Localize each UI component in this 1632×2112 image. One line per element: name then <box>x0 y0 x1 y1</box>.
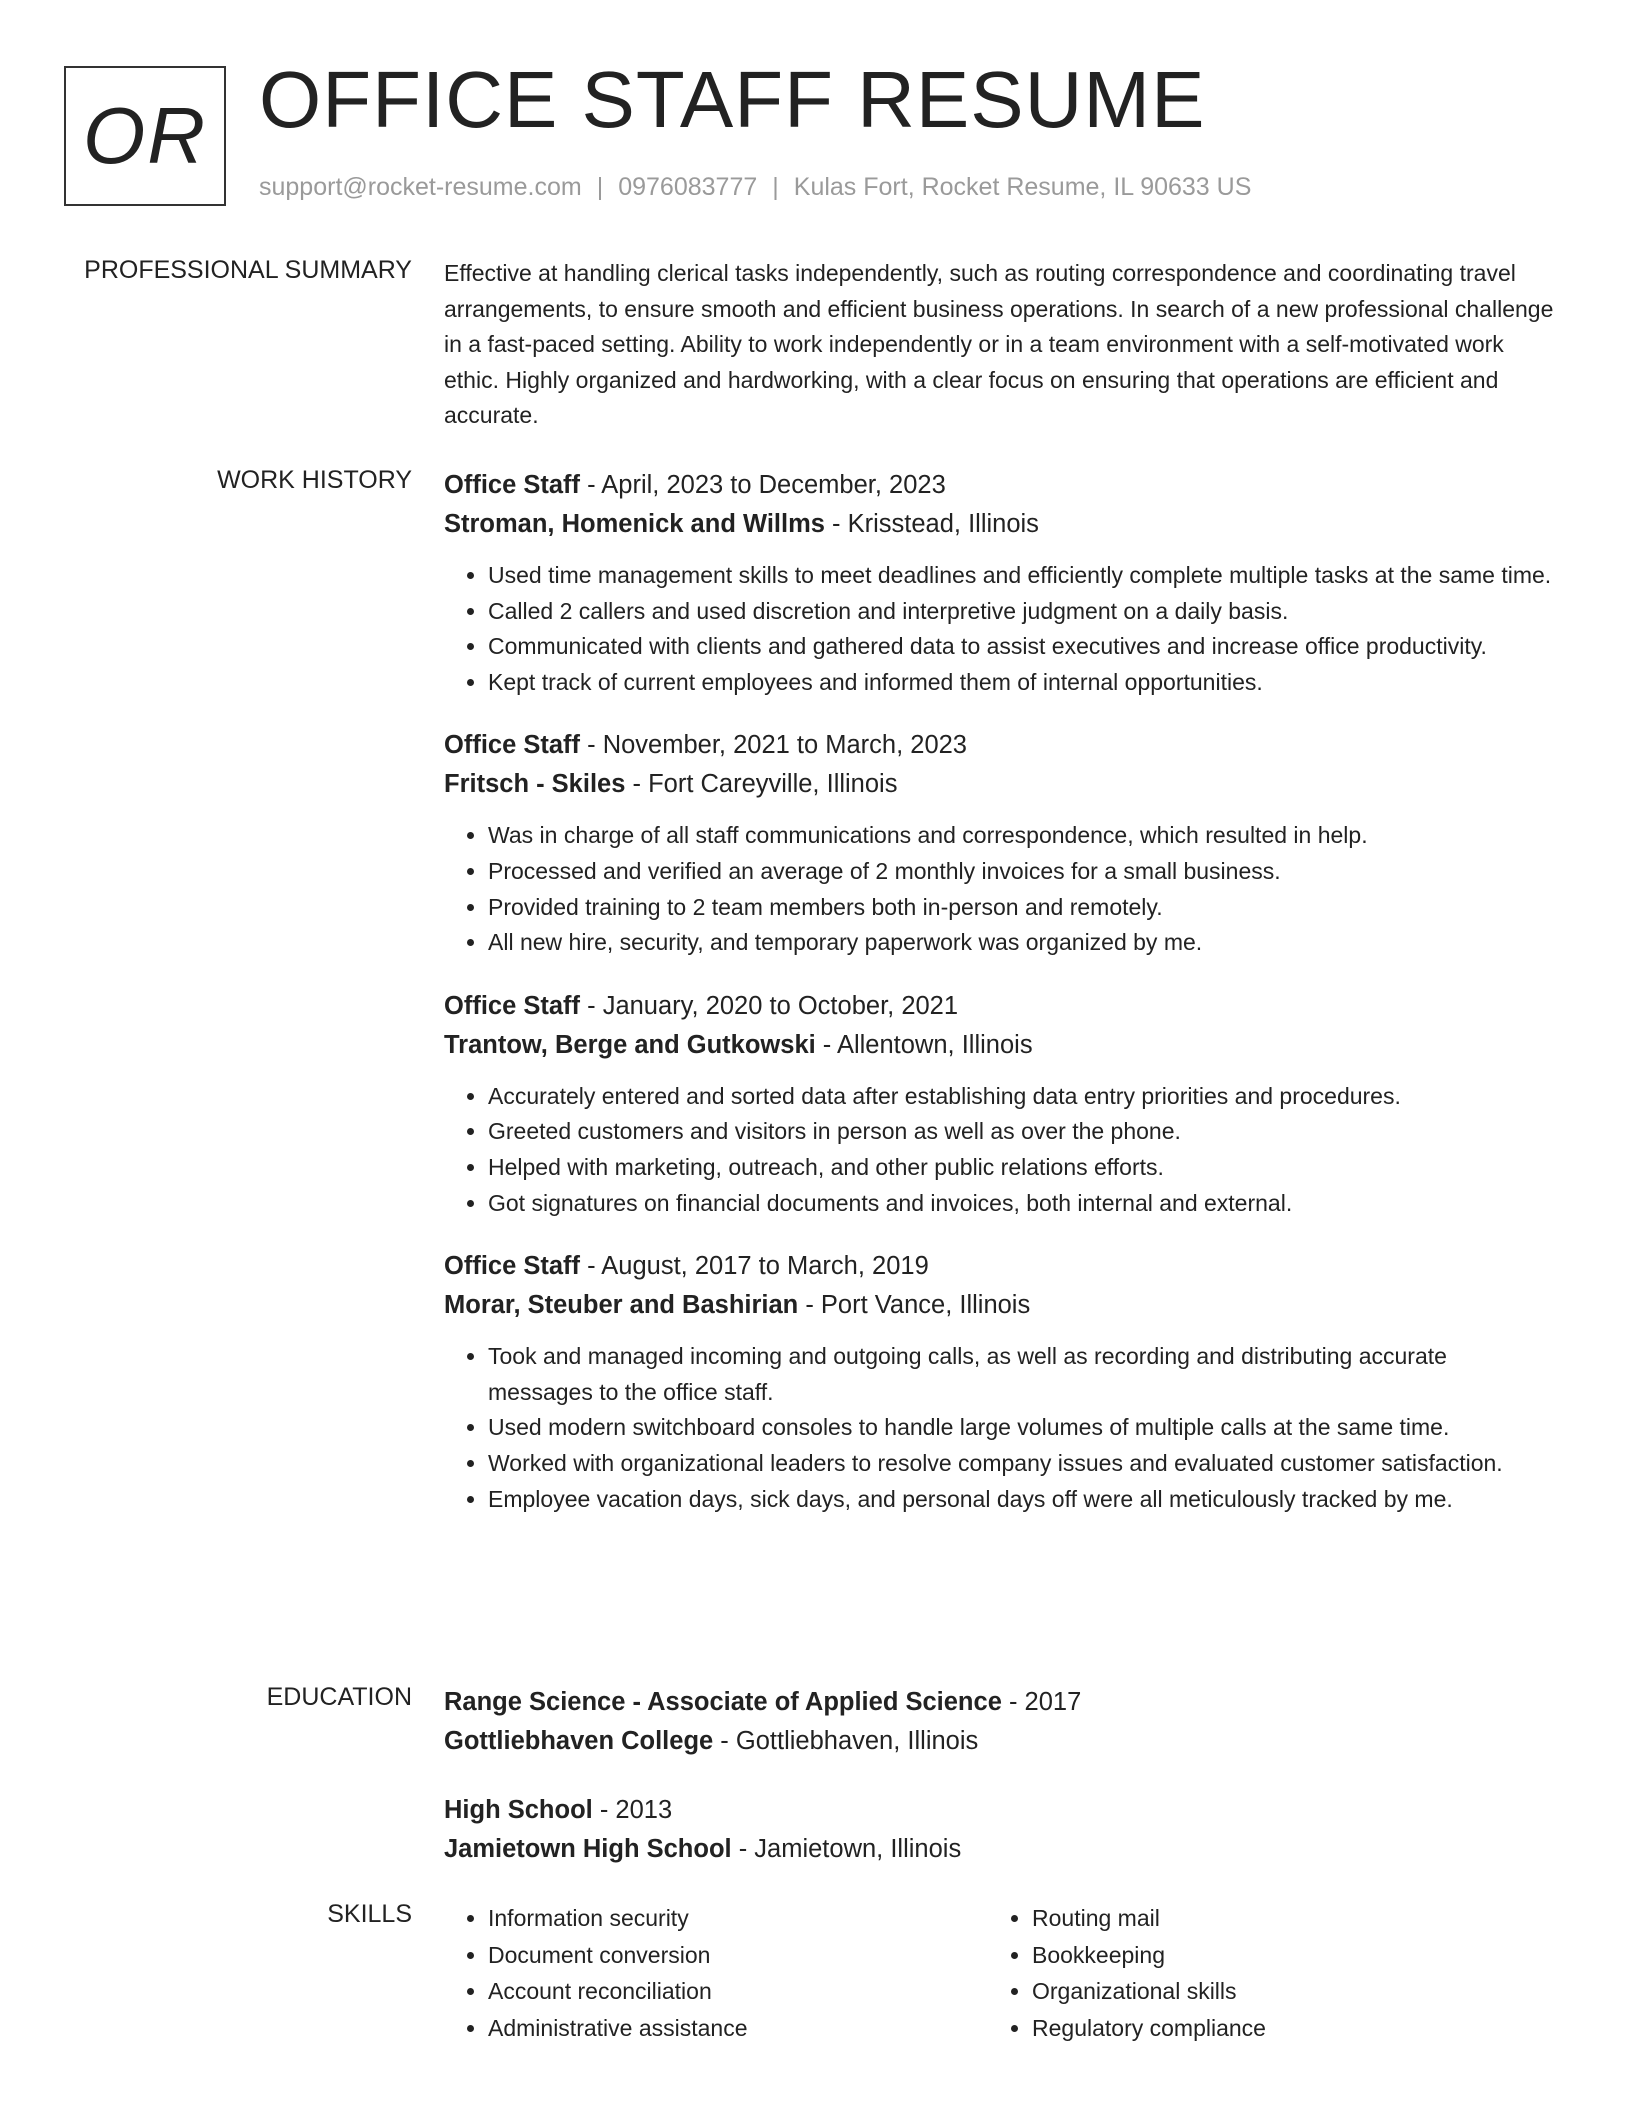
skill-item: • Organizational skills <box>1032 1973 1532 2010</box>
job-title-line <box>444 726 1556 765</box>
skill-item: • Regulatory compliance <box>1032 2010 1532 2047</box>
list-item: • Got signatures on financial documents and invoices, both internal and external. <box>488 1186 1556 1222</box>
skill-item: • Routing mail <box>1032 1900 1532 1937</box>
job-company-line <box>444 1026 1556 1065</box>
contact-address: Kulas Fort, Rocket Resume, IL 90633 US <box>793 173 1252 201</box>
school-location: - Jamietown, Illinois <box>731 1835 962 1863</box>
skills-columns <box>444 1900 1556 2046</box>
school-location: - Gottliebhaven, Illinois <box>713 1727 979 1755</box>
degree-year: - 2013 <box>592 1796 673 1824</box>
school: Gottliebhaven College <box>444 1727 714 1755</box>
skill-item: • Account reconciliation <box>488 1973 988 2010</box>
job-dates: - August, 2017 to March, 2019 <box>580 1252 929 1281</box>
list-item: • Worked with organizational leaders to resolve company issues and evaluated customer satisfaction. <box>488 1446 1556 1482</box>
job-company-line <box>444 765 1556 804</box>
job-bullets <box>444 818 1556 960</box>
list-item: • Communicated with clients and gathered data to assist executives and increase office productivity. <box>488 629 1556 665</box>
job-title-line <box>444 466 1556 505</box>
job-dates: - November, 2021 to March, 2023 <box>580 731 967 760</box>
job-title-line <box>444 987 1556 1026</box>
list-item: • Employee vacation days, sick days, and personal days off were all meticulously tracked by me. <box>488 1482 1556 1518</box>
job-title: Office Staff <box>444 471 581 499</box>
job-entry <box>444 726 1556 960</box>
skill-item: • Information security <box>488 1900 988 1937</box>
degree: Range Science - Associate of Applied Science <box>444 1688 1002 1716</box>
section-label-skills: SKILLS <box>327 1900 412 1928</box>
section-label-education: EDUCATION <box>266 1683 412 1711</box>
degree-year: - 2017 <box>1001 1688 1082 1716</box>
job-title: Office Staff <box>444 991 581 1020</box>
job-bullets <box>444 1339 1556 1517</box>
list-item: • All new hire, security, and temporary paperwork was organized by me. <box>488 925 1556 961</box>
list-item: • Used modern switchboard consoles to handle large volumes of multiple calls at the same time. <box>488 1410 1556 1446</box>
school-line <box>444 1722 1556 1761</box>
job-entry <box>444 466 1556 700</box>
job-company-line <box>444 505 1556 544</box>
skill-item: • Bookkeeping <box>1032 1937 1532 1974</box>
education-entry <box>444 1683 1556 1761</box>
list-item: • Called 2 callers and used discretion and interpretive judgment on a daily basis. <box>488 594 1556 630</box>
job-bullets <box>444 558 1556 700</box>
job-entry <box>444 1247 1556 1517</box>
degree-line <box>444 1683 1556 1722</box>
contact-phone[interactable]: 0976083777 <box>618 173 758 201</box>
degree: High School <box>444 1796 593 1824</box>
section-label-summary: PROFESSIONAL SUMMARY <box>84 256 412 284</box>
job-title: Office Staff <box>444 1252 581 1281</box>
job-company: Fritsch - Skiles <box>444 770 626 799</box>
education-entry <box>444 1791 1556 1869</box>
list-item: • Used time management skills to meet deadlines and efficiently complete multiple tasks at the same time. <box>488 558 1556 594</box>
job-dates: - April, 2023 to December, 2023 <box>580 471 946 499</box>
monogram-logo: OR <box>64 66 226 206</box>
list-item: • Processed and verified an average of 2 monthly invoices for a small business. <box>488 854 1556 890</box>
job-title: Office Staff <box>444 731 581 760</box>
skills-list-right <box>988 1900 1532 2046</box>
skills-list-left <box>444 1900 988 2046</box>
job-location: - Krisstead, Illinois <box>824 510 1039 538</box>
list-item: • Kept track of current employees and informed them of internal opportunities. <box>488 665 1556 701</box>
job-location: - Port Vance, Illinois <box>798 1291 1031 1320</box>
page-title: OFFICE STAFF RESUME <box>259 55 1206 144</box>
list-item: • Accurately entered and sorted data after establishing data entry priorities and procedures. <box>488 1079 1556 1115</box>
skill-item: • Administrative assistance <box>488 2010 988 2047</box>
job-company: Stroman, Homenick and Willms <box>444 510 825 538</box>
school-line <box>444 1830 1556 1869</box>
list-item: • Provided training to 2 team members both in-person and remotely. <box>488 890 1556 926</box>
contact-separator: | <box>772 173 779 201</box>
contact-line <box>259 173 1251 202</box>
job-company: Morar, Steuber and Bashirian <box>444 1291 799 1320</box>
job-location: - Allentown, Illinois <box>815 1030 1033 1059</box>
job-company-line <box>444 1286 1556 1325</box>
section-label-work-history: WORK HISTORY <box>217 466 412 494</box>
list-item: • Helped with marketing, outreach, and other public relations efforts. <box>488 1150 1556 1186</box>
job-title-line <box>444 1247 1556 1286</box>
job-company: Trantow, Berge and Gutkowski <box>444 1030 816 1059</box>
list-item: • Was in charge of all staff communications and correspondence, which resulted in help. <box>488 818 1556 854</box>
job-dates: - January, 2020 to October, 2021 <box>580 991 959 1020</box>
contact-separator: | <box>596 173 604 201</box>
list-item: • Took and managed incoming and outgoing calls, as well as recording and distributing accurate messages to the office staff. <box>488 1339 1556 1410</box>
degree-line <box>444 1791 1556 1830</box>
job-entry <box>444 987 1556 1221</box>
contact-email[interactable]: support@rocket-resume.com <box>259 173 582 201</box>
skill-item: • Document conversion <box>488 1937 988 1974</box>
job-location: - Fort Careyville, Illinois <box>625 770 898 799</box>
summary-text: Effective at handling clerical tasks independently, such as routing correspondence and coordinating travel arrangements, to ensure smooth and efficient business operations. In search of a new professional challenge in a fast-paced setting. Ability to work independently or in a team environment with a self-motivated work ethic. Highly organized and hardworking, with a clear focus on ensuring that operations are efficient and accurate. <box>444 260 1554 429</box>
school: Jamietown High School <box>444 1835 732 1863</box>
list-item: • Greeted customers and visitors in person as well as over the phone. <box>488 1114 1556 1150</box>
job-bullets <box>444 1079 1556 1221</box>
